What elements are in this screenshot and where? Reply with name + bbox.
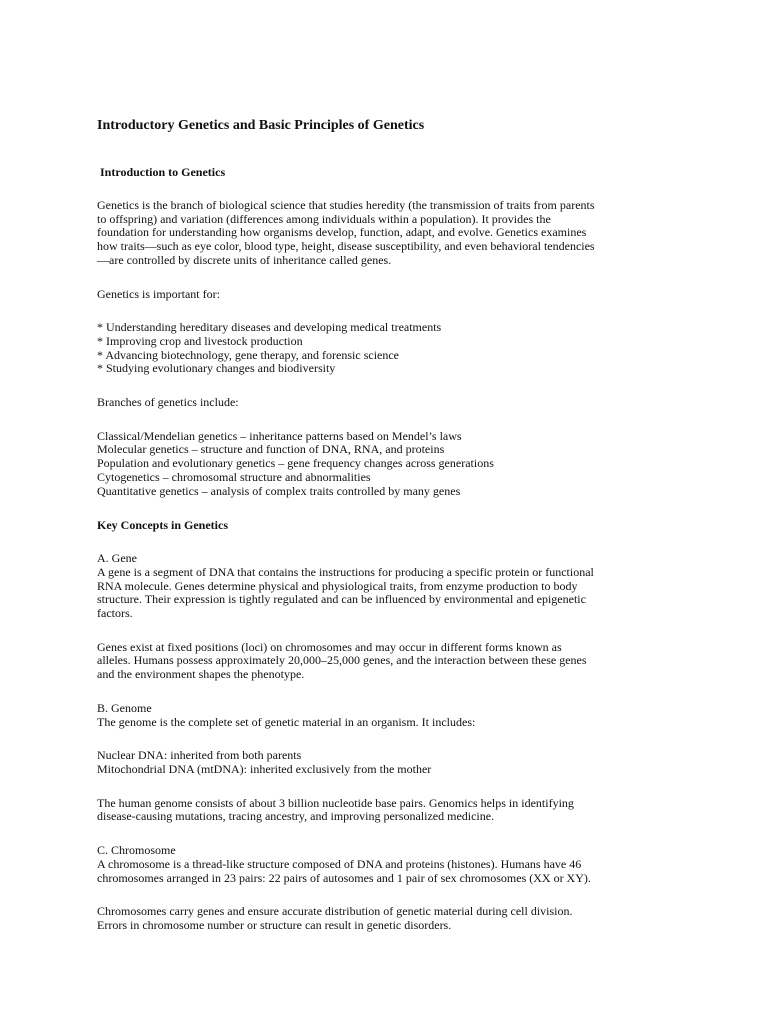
list-item: * Understanding hereditary diseases and developing medical treatments	[97, 320, 442, 335]
gene-paragraph-2: Genes exist at fixed positions (loci) on chromosomes and may occur in different forms known as alleles. Humans possess approximately 20,000–25,000 genes, and the interaction between these genes and the environment shapes the phenotype.	[97, 639, 587, 682]
branches-intro: Branches of genetics include:	[97, 395, 239, 410]
list-item: Cytogenetics – chromosomal structure and abnormalities	[97, 469, 371, 484]
intro-paragraph: Genetics is the branch of biological science that studies heredity (the transmission of traits from parents to offspring) and variation (differences among individuals within a population). It provides the foundation for understanding how organisms develop, function, adapt, and evolve. Genetics examines how traits—such as eye color, blood type, height, disease susceptibility, and even behavioral tendencies—are controlled by discrete units of inheritance called genes.	[97, 198, 595, 267]
chromosome-paragraph-2: Chromosomes carry genes and ensure accurate distribution of genetic material during cell division. Errors in chromosome number or structure can result in genetic disorders.	[97, 904, 573, 932]
genome-list	[97, 749, 597, 776]
chromosome-section	[97, 844, 597, 933]
list-item: * Studying evolutionary changes and biodiversity	[97, 361, 336, 376]
list-item: Classical/Mendelian genetics – inheritance patterns based on Mendel’s laws	[97, 428, 462, 443]
key-concepts-heading: Key Concepts in Genetics	[97, 518, 228, 533]
importance-list	[97, 321, 597, 376]
intro-heading: Introduction to Genetics	[100, 165, 226, 179]
genome-paragraph-2: The human genome consists of about 3 billion nucleotide base pairs. Genomics helps in identifying disease-causing mutations, tracing ancestry, and improving personalized medicine.	[97, 795, 574, 824]
document-page	[97, 118, 597, 953]
list-item: * Improving crop and livestock production	[97, 333, 303, 348]
chromosome-title: C. Chromosome	[97, 843, 176, 858]
importance-intro: Genetics is important for:	[97, 286, 220, 301]
genome-title: B. Genome	[97, 700, 152, 715]
list-item: Molecular genetics – structure and function of DNA, RNA, and proteins	[97, 442, 445, 457]
branches-list	[97, 430, 597, 499]
list-item: Nuclear DNA: inherited from both parents	[97, 748, 302, 763]
genome-section	[97, 702, 597, 824]
gene-section	[97, 552, 597, 682]
chromosome-paragraph-1: A chromosome is a thread-like structure composed of DNA and proteins (histones). Humans have 46 chromosomes arranged in 23 pairs: 22 pairs of autosomes and 1 pair of sex chromosomes (XX or XY).	[97, 856, 591, 885]
list-item: Quantitative genetics – analysis of complex traits controlled by many genes	[97, 483, 461, 498]
list-item: * Advancing biotechnology, gene therapy, and forensic science	[97, 347, 400, 362]
gene-title: A. Gene	[97, 551, 137, 566]
list-item: Population and evolutionary genetics – gene frequency changes across generations	[97, 456, 494, 471]
document-title: Introductory Genetics and Basic Principles of Genetics	[97, 118, 425, 133]
genome-paragraph-1: The genome is the complete set of genetic material in an organism. It includes:	[97, 714, 476, 729]
gene-paragraph-1: A gene is a segment of DNA that contains the instructions for producing a specific protein or functional RNA molecule. Genes determine physical and physiological traits, from enzyme production to body structure. Their expression is tightly regulated and can be influenced by environmental and epigenetic factors.	[97, 564, 594, 621]
list-item: Mitochondrial DNA (mtDNA): inherited exclusively from the mother	[97, 761, 432, 776]
